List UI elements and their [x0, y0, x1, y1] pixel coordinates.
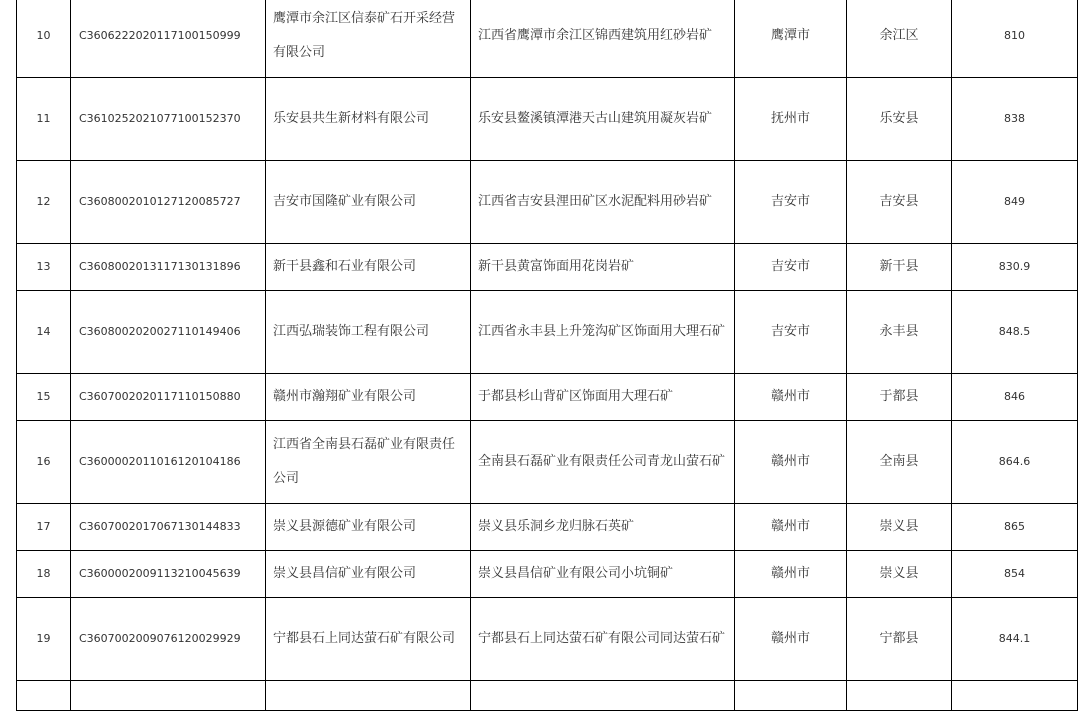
mine-name: 新干县黄富饰面用花岗岩矿: [471, 244, 735, 291]
row-number: 17: [17, 504, 71, 551]
table-row: [17, 291, 1078, 374]
county-name: 余江区: [847, 0, 952, 78]
license-code: C3610252021077100152370: [71, 78, 266, 161]
license-code: C3608002020027110149406: [71, 291, 266, 374]
row-number: 11: [17, 78, 71, 161]
table-row: [17, 504, 1078, 551]
value-cell: 849: [952, 161, 1078, 244]
license-code: C3608002013117130131896: [71, 244, 266, 291]
mine-name: 江西省永丰县上升笼沟矿区饰面用大理石矿: [471, 291, 735, 374]
city-name: 吉安市: [735, 244, 847, 291]
table-row: [17, 78, 1078, 161]
mine-name: 崇义县乐洞乡龙归脉石英矿: [471, 504, 735, 551]
county-name: 永丰县: [847, 291, 952, 374]
mine-name: 崇义县昌信矿业有限公司小坑铜矿: [471, 551, 735, 598]
license-code: C3606222020117100150999: [71, 0, 266, 78]
empty-cell: [266, 681, 471, 711]
license-code: C3607002017067130144833: [71, 504, 266, 551]
city-name: 鹰潭市: [735, 0, 847, 78]
mine-name: 江西省吉安县浬田矿区水泥配料用砂岩矿: [471, 161, 735, 244]
row-number: 12: [17, 161, 71, 244]
row-number: 10: [17, 0, 71, 78]
license-code: C3600002011016120104186: [71, 421, 266, 504]
row-number: 19: [17, 598, 71, 681]
company-name: 鹰潭市余江区信泰矿石开采经营有限公司: [266, 0, 471, 78]
county-name: 吉安县: [847, 161, 952, 244]
county-name: 宁都县: [847, 598, 952, 681]
county-name: 崇义县: [847, 504, 952, 551]
company-name: 江西省全南县石磊矿业有限责任公司: [266, 421, 471, 504]
empty-cell: [735, 681, 847, 711]
county-name: 崇义县: [847, 551, 952, 598]
license-code: C3607002020117110150880: [71, 374, 266, 421]
value-cell: 864.6: [952, 421, 1078, 504]
row-number: 15: [17, 374, 71, 421]
empty-cell: [847, 681, 952, 711]
county-name: 乐安县: [847, 78, 952, 161]
empty-cell: [71, 681, 266, 711]
company-name: 宁都县石上同达萤石矿有限公司: [266, 598, 471, 681]
value-cell: 830.9: [952, 244, 1078, 291]
table-row: [17, 551, 1078, 598]
value-cell: 854: [952, 551, 1078, 598]
mine-name: 江西省鹰潭市余江区锦西建筑用红砂岩矿: [471, 0, 735, 78]
row-number: 14: [17, 291, 71, 374]
table-row: [17, 161, 1078, 244]
city-name: 吉安市: [735, 161, 847, 244]
row-number: 18: [17, 551, 71, 598]
county-name: 全南县: [847, 421, 952, 504]
value-cell: 838: [952, 78, 1078, 161]
value-cell: 810: [952, 0, 1078, 78]
city-name: 赣州市: [735, 551, 847, 598]
table-row: [17, 0, 1078, 78]
company-name: 吉安市国隆矿业有限公司: [266, 161, 471, 244]
license-code: C3600002009113210045639: [71, 551, 266, 598]
city-name: 赣州市: [735, 421, 847, 504]
table-row: [17, 421, 1078, 504]
table-row: [17, 374, 1078, 421]
city-name: 吉安市: [735, 291, 847, 374]
company-name: 赣州市瀚翔矿业有限公司: [266, 374, 471, 421]
table-row: [17, 598, 1078, 681]
table-row: [17, 244, 1078, 291]
value-cell: 848.5: [952, 291, 1078, 374]
value-cell: 846: [952, 374, 1078, 421]
row-number: 16: [17, 421, 71, 504]
mine-list-table: [16, 0, 1078, 711]
city-name: 赣州市: [735, 374, 847, 421]
mine-name: 宁都县石上同达萤石矿有限公司同达萤石矿: [471, 598, 735, 681]
mine-name: 全南县石磊矿业有限责任公司青龙山萤石矿: [471, 421, 735, 504]
mine-name: 乐安县鳌溪镇潭港天古山建筑用凝灰岩矿: [471, 78, 735, 161]
license-code: C3608002010127120085727: [71, 161, 266, 244]
value-cell: 844.1: [952, 598, 1078, 681]
company-name: 新干县鑫和石业有限公司: [266, 244, 471, 291]
city-name: 赣州市: [735, 504, 847, 551]
company-name: 江西弘瑞装饰工程有限公司: [266, 291, 471, 374]
county-name: 于都县: [847, 374, 952, 421]
mine-name: 于都县杉山背矿区饰面用大理石矿: [471, 374, 735, 421]
empty-cell: [952, 681, 1078, 711]
value-cell: 865: [952, 504, 1078, 551]
empty-cell: [17, 681, 71, 711]
table-body: [17, 0, 1078, 711]
empty-cell: [471, 681, 735, 711]
company-name: 乐安县共生新材料有限公司: [266, 78, 471, 161]
city-name: 抚州市: [735, 78, 847, 161]
table-row: [17, 681, 1078, 711]
company-name: 崇义县源德矿业有限公司: [266, 504, 471, 551]
license-code: C3607002009076120029929: [71, 598, 266, 681]
county-name: 新干县: [847, 244, 952, 291]
row-number: 13: [17, 244, 71, 291]
city-name: 赣州市: [735, 598, 847, 681]
company-name: 崇义县昌信矿业有限公司: [266, 551, 471, 598]
